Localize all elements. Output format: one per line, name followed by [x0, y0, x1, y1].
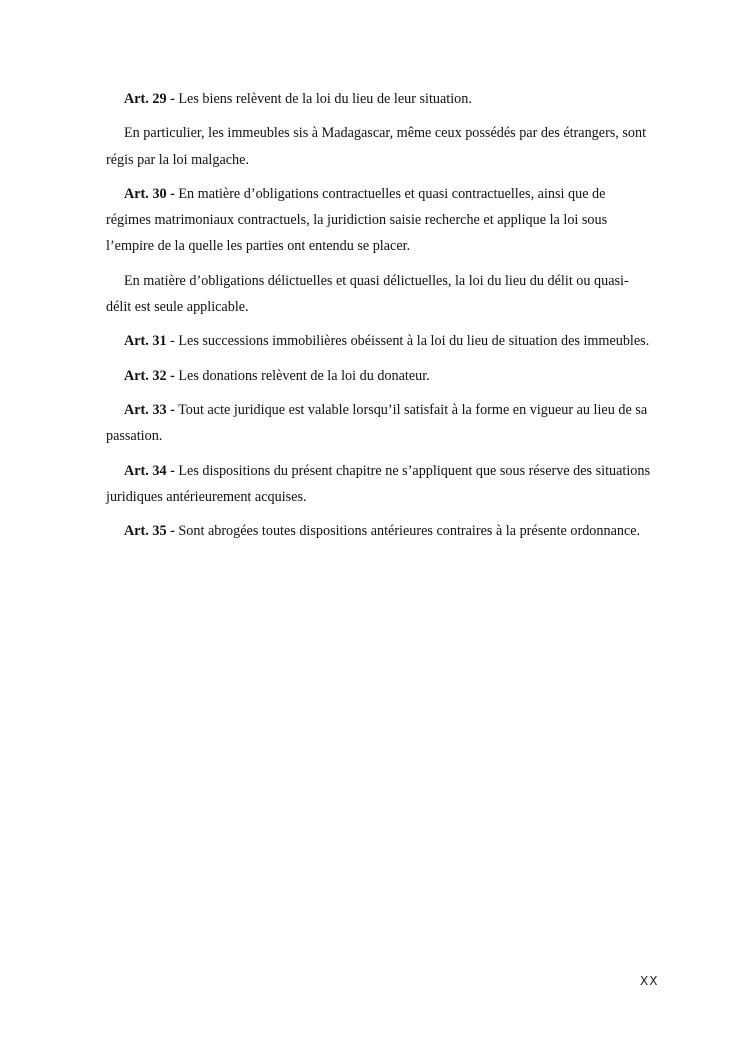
article-text: Les biens relèvent de la loi du lieu de leur situation.: [174, 91, 472, 107]
article-text: Tout acte juridique est valable lorsqu’il satisfait à la forme en vigueur au lieu de sa passation.: [106, 401, 648, 445]
article-29: [106, 86, 652, 112]
article-text: En particulier, les immeubles sis à Madagascar, même ceux possédés par des étrangers, sont régis par la loi malgache.: [106, 125, 647, 168]
article-label: Art. 32 -: [124, 367, 175, 384]
article-text: En matière d’obligations contractuelles et quasi contractuelles, ainsi que de régimes matrimoniaux contractuels, la juridiction saisie recherche et applique la loi sous l’empire de la quelle les parties ont entendu se placer.: [106, 185, 608, 255]
article-34: [106, 458, 652, 511]
article-30-paragraph-2: [106, 268, 652, 321]
article-text: Sont abrogées toutes dispositions antérieures contraires à la présente ordonnance.: [174, 523, 641, 540]
article-30: [106, 181, 652, 260]
article-text: - Les successions immobilières obéissent à la loi du lieu de situation des immeubles.: [166, 333, 650, 350]
article-label: Art. 29 -: [124, 91, 175, 107]
article-33: [106, 397, 652, 450]
article-text: Les donations relèvent de la loi du donateur.: [174, 367, 430, 384]
article-text: En matière d’obligations délictuelles et quasi délictuelles, la loi du lieu du délit ou quasi- délit est seule applicable.: [106, 272, 629, 316]
article-label: Art. 35 -: [124, 523, 175, 540]
document-body: [106, 86, 652, 552]
page-number: XX: [640, 974, 659, 988]
article-label: Art. 34 -: [124, 462, 175, 479]
article-32: [106, 363, 652, 389]
article-35: [106, 518, 652, 544]
article-label: Art. 30 -: [124, 185, 175, 202]
article-label: Art. 31: [124, 333, 167, 350]
article-text: Les dispositions du présent chapitre ne s’appliquent que sous réserve des situations juridiques antérieurement acquises.: [106, 462, 651, 505]
article-29-paragraph-2: [106, 120, 652, 173]
article-label: Art. 33 -: [124, 401, 175, 418]
article-31: [106, 328, 652, 354]
